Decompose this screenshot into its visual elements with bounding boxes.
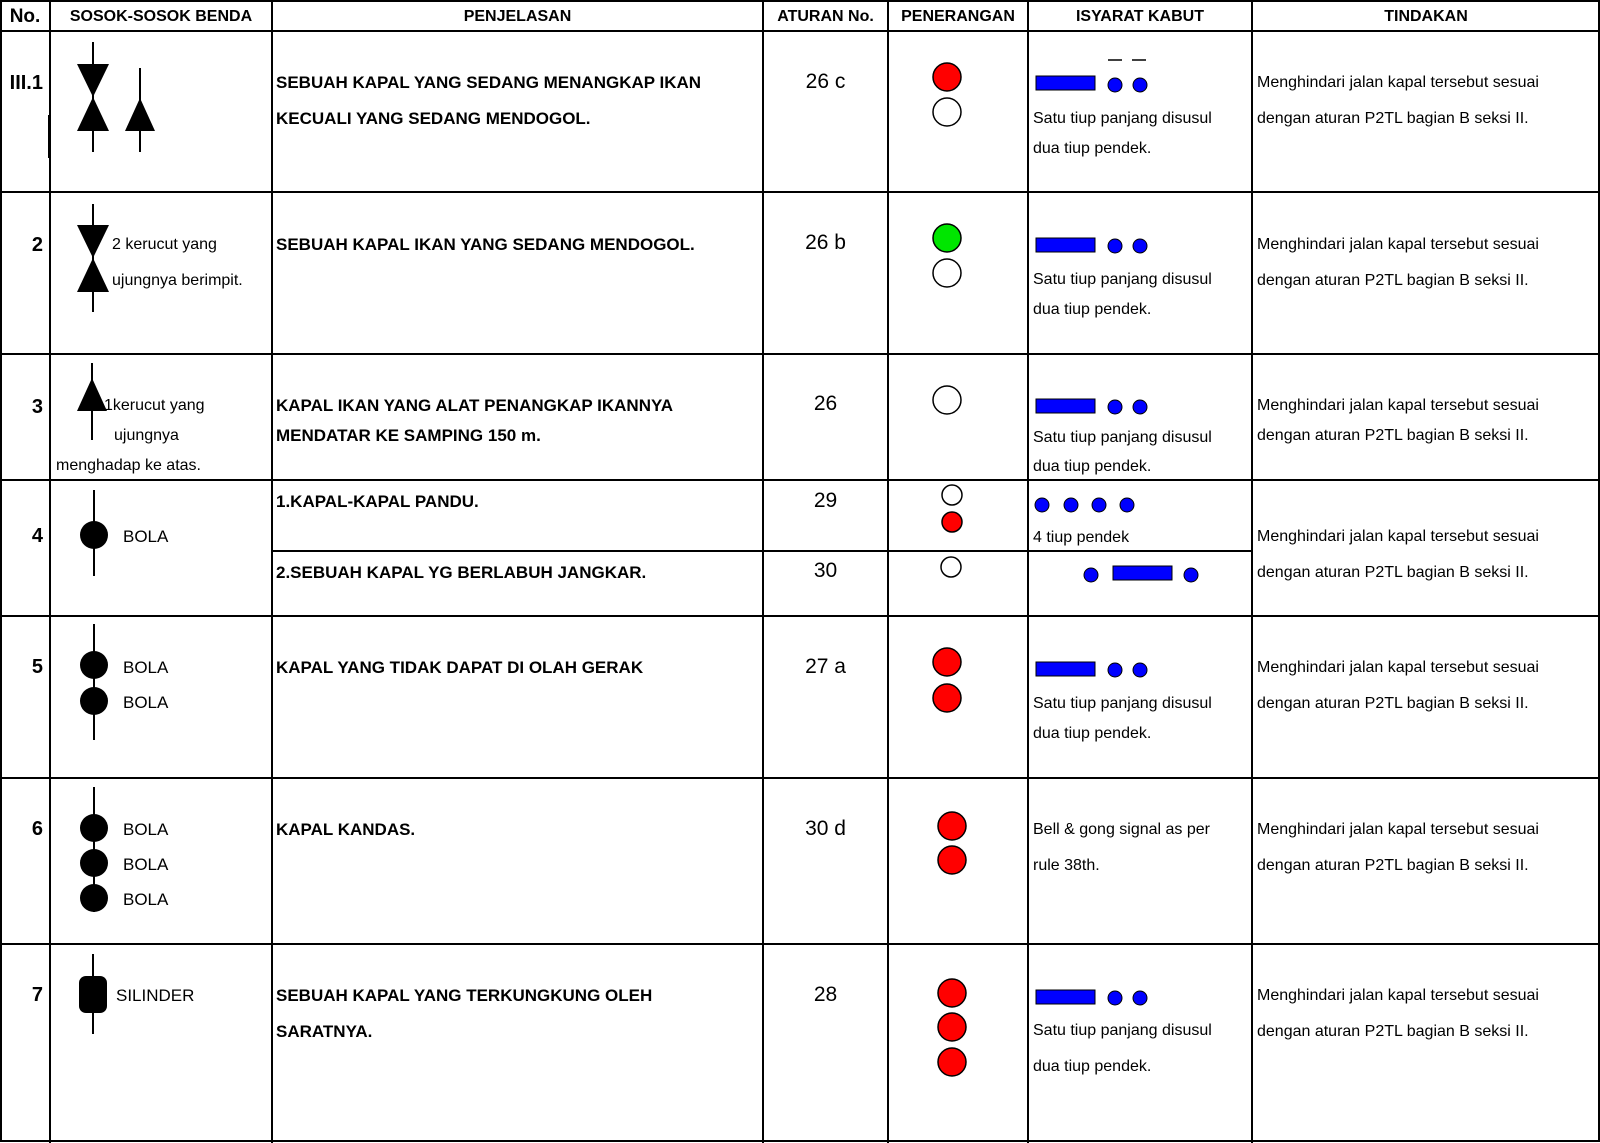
description-line: 2.SEBUAH KAPAL YG BERLABUH JANGKAR. <box>276 563 647 582</box>
shape-label: BOLA <box>123 890 169 909</box>
cone-point-up-icon <box>77 97 109 131</box>
action-text: Menghindari jalan kapal tersebut sesuai <box>1257 987 1539 1004</box>
row-number: 4 <box>31 525 43 547</box>
shape-label: BOLA <box>123 693 169 712</box>
fog-text: dua tiup pendek. <box>1033 458 1152 475</box>
header-fog-signal: ISYARAT KABUT <box>1075 8 1204 25</box>
short-blast-icon <box>1133 663 1147 677</box>
ball-icon <box>80 814 108 842</box>
action-text: dengan aturan P2TL bagian B seksi II. <box>1257 110 1529 127</box>
short-blast-icon <box>1108 991 1122 1005</box>
ball-icon <box>80 687 108 715</box>
description-line: MENDATAR KE SAMPING 150 m. <box>276 426 541 445</box>
long-blast-icon <box>1113 566 1172 580</box>
shape-label: ujungnya berimpit. <box>112 272 243 289</box>
rule-number: 27 a <box>805 655 846 678</box>
fog-text: Satu tiup panjang disusul <box>1033 429 1212 446</box>
long-blast-icon <box>1036 238 1095 252</box>
description-line: KAPAL KANDAS. <box>276 820 416 839</box>
row7-shape <box>79 954 107 1034</box>
light-green <box>933 224 961 252</box>
rule-number: 30 d <box>805 817 846 840</box>
ball-icon <box>80 651 108 679</box>
fog-text: 4 tiup pendek <box>1033 529 1130 546</box>
header-lights: PENERANGAN <box>901 8 1015 25</box>
short-blast-icon <box>1084 568 1098 582</box>
light-red <box>933 63 961 91</box>
light-red <box>938 979 966 1007</box>
fog-text: rule 38th. <box>1033 857 1100 874</box>
light-red <box>938 1013 966 1041</box>
short-blast-icon <box>1133 78 1147 92</box>
row3-shape <box>77 363 107 440</box>
short-blast-icon <box>1184 568 1198 582</box>
short-blast-icon <box>1108 663 1122 677</box>
shape-label: ujungnya <box>114 427 179 444</box>
header-description: PENJELASAN <box>463 8 572 25</box>
description-line: 1.KAPAL-KAPAL PANDU. <box>276 492 479 511</box>
row-number: III.1 <box>9 72 43 94</box>
action-text: dengan aturan P2TL bagian B seksi II. <box>1257 1023 1529 1040</box>
action-text: Menghindari jalan kapal tersebut sesuai <box>1257 397 1539 414</box>
row6-shape <box>80 787 108 912</box>
header-no: No. <box>9 6 41 27</box>
shape-label: SILINDER <box>116 986 195 1005</box>
header-action: TINDAKAN <box>1384 8 1468 25</box>
action-text: dengan aturan P2TL bagian B seksi II. <box>1257 272 1529 289</box>
rule-number: 28 <box>813 983 838 1006</box>
description-line: KECUALI YANG SEDANG MENDOGOL. <box>276 109 591 128</box>
rule-number: 26 c <box>805 70 846 93</box>
light-white <box>933 386 961 414</box>
action-text: dengan aturan P2TL bagian B seksi II. <box>1257 695 1529 712</box>
light-white <box>942 485 962 505</box>
cone-point-up-icon <box>77 258 109 292</box>
fog-text: dua tiup pendek. <box>1033 140 1152 157</box>
cone-point-up-icon <box>77 378 107 411</box>
shape-label: BOLA <box>123 855 169 874</box>
action-text: Menghindari jalan kapal tersebut sesuai <box>1257 821 1539 838</box>
action-text: Menghindari jalan kapal tersebut sesuai <box>1257 236 1539 253</box>
shape-label: BOLA <box>123 527 169 546</box>
shape-label: menghadap ke atas. <box>56 457 201 474</box>
action-text: Menghindari jalan kapal tersebut sesuai <box>1257 659 1539 676</box>
short-blast-icon <box>1133 991 1147 1005</box>
rule-number: 29 <box>813 489 838 512</box>
description-line: SARATNYA. <box>276 1022 373 1041</box>
fog-text: dua tiup pendek. <box>1033 301 1152 318</box>
light-red <box>938 1048 966 1076</box>
description-line: SEBUAH KAPAL YANG TERKUNGKUNG OLEH <box>276 986 653 1005</box>
short-blast-icon <box>1092 498 1106 512</box>
short-blast-icon <box>1108 400 1122 414</box>
fog-text: Satu tiup panjang disusul <box>1033 695 1212 712</box>
rule-number: 26 b <box>805 231 846 254</box>
row-number: 3 <box>31 396 43 418</box>
row1-shape <box>49 42 155 158</box>
short-blast-icon <box>1133 239 1147 253</box>
cone-point-up-icon <box>125 98 155 131</box>
ball-icon <box>80 884 108 912</box>
short-blast-icon <box>1108 78 1122 92</box>
action-text: dengan aturan P2TL bagian B seksi II. <box>1257 564 1529 581</box>
cone-point-down-icon <box>77 225 109 258</box>
description-line: KAPAL YANG TIDAK DAPAT DI OLAH GERAK <box>276 658 644 677</box>
light-red <box>933 684 961 712</box>
row-number: 2 <box>31 234 43 256</box>
header-shapes: SOSOK-SOSOK BENDA <box>69 8 253 25</box>
rule-number: 30 <box>813 559 838 582</box>
action-text: Menghindari jalan kapal tersebut sesuai <box>1257 528 1539 545</box>
fog-text: Satu tiup panjang disusul <box>1033 1022 1212 1039</box>
fog-text: dua tiup pendek. <box>1033 1058 1152 1075</box>
row-number: 7 <box>31 984 43 1006</box>
short-blast-icon <box>1120 498 1134 512</box>
short-blast-icon <box>1133 400 1147 414</box>
action-text: Menghindari jalan kapal tersebut sesuai <box>1257 74 1539 91</box>
fog-text: Satu tiup panjang disusul <box>1033 110 1212 127</box>
ball-icon <box>80 849 108 877</box>
action-text: dengan aturan P2TL bagian B seksi II. <box>1257 427 1529 444</box>
row-number: 6 <box>31 818 43 840</box>
header-rule: ATURAN No. <box>777 8 874 25</box>
rule-number: 26 <box>813 392 838 415</box>
long-blast-icon <box>1036 662 1095 676</box>
light-white <box>933 98 961 126</box>
ball-icon <box>80 521 108 549</box>
long-blast-icon <box>1036 76 1095 90</box>
light-red <box>942 512 962 532</box>
light-white <box>941 557 961 577</box>
cone-point-down-icon <box>77 64 109 97</box>
shape-label: BOLA <box>123 820 169 839</box>
description-line: KAPAL IKAN YANG ALAT PENANGKAP IKANNYA <box>276 396 674 415</box>
row-number: 5 <box>31 656 43 678</box>
shape-label: 2 kerucut yang <box>112 236 217 253</box>
shape-label: 1kerucut yang <box>104 397 205 414</box>
action-text: dengan aturan P2TL bagian B seksi II. <box>1257 857 1529 874</box>
short-blast-icon <box>1064 498 1078 512</box>
cylinder-icon <box>79 976 107 1013</box>
short-blast-icon <box>1108 239 1122 253</box>
short-blast-icon <box>1035 498 1049 512</box>
lights <box>933 63 966 1076</box>
fog-text: Bell & gong signal as per <box>1033 821 1210 838</box>
light-red <box>933 648 961 676</box>
light-red <box>938 812 966 840</box>
light-white <box>933 259 961 287</box>
description-line: SEBUAH KAPAL IKAN YANG SEDANG MENDOGOL. <box>276 235 695 254</box>
fog-text: Satu tiup panjang disusul <box>1033 271 1212 288</box>
long-blast-icon <box>1036 990 1095 1004</box>
row4-shape <box>80 490 108 576</box>
fog-text: dua tiup pendek. <box>1033 725 1152 742</box>
shape-label: BOLA <box>123 658 169 677</box>
row2-shape <box>77 204 109 312</box>
long-blast-icon <box>1036 399 1095 413</box>
light-red <box>938 846 966 874</box>
description-line: SEBUAH KAPAL YANG SEDANG MENANGKAP IKAN <box>276 73 702 92</box>
row5-shape <box>80 624 108 740</box>
